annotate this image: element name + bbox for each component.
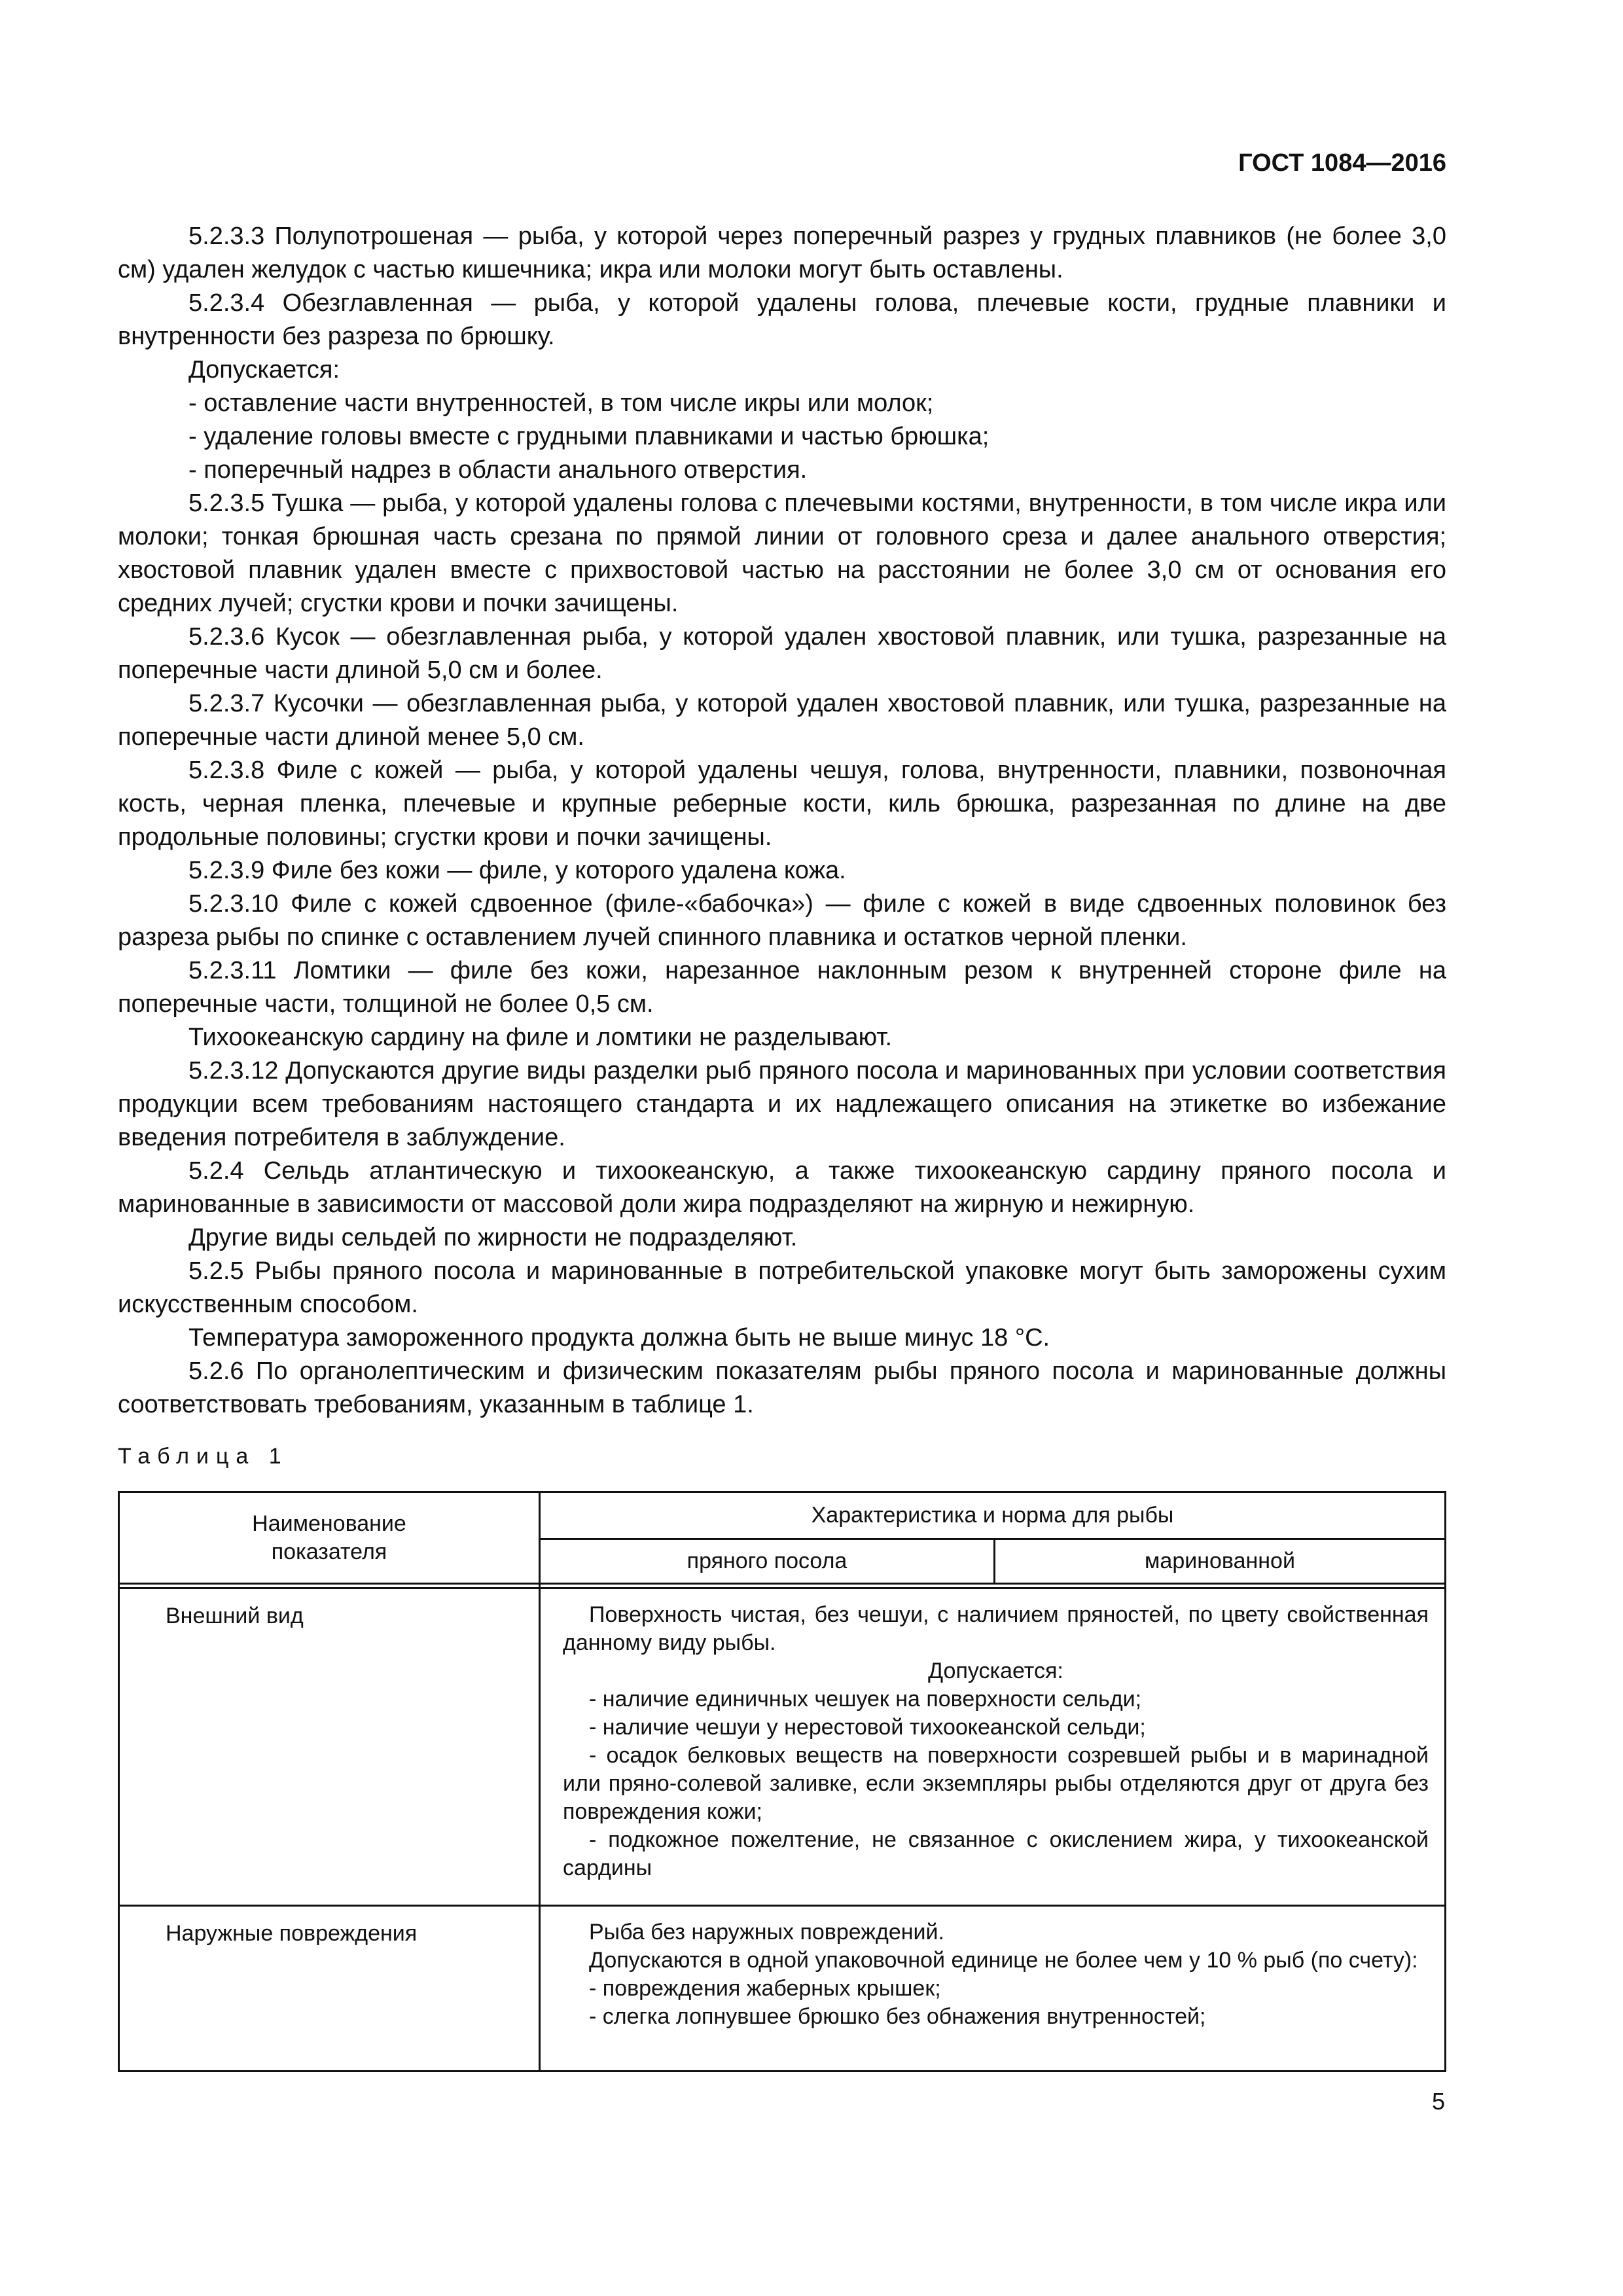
paragraph: 5.2.3.6 Кусок — обезглавленная рыба, у которой удален хвостовой плавник, или тушка, разрезанные на поперечные части длиной 5,0 см и более.	[118, 623, 1446, 684]
table-divider	[120, 1583, 1444, 1585]
table-caption: Таблица 1	[118, 1444, 289, 1469]
table-text: - наличие чешуи у нерестовой тихоокеанской сельди;	[589, 1715, 1146, 1740]
table-text: - наличие единичных чешуек на поверхности сельди;	[589, 1687, 1142, 1712]
paragraph: 5.2.3.9 Филе без кожи — филе, у которого удалена кожа.	[188, 857, 846, 884]
table-text: Допускается:	[928, 1659, 1063, 1683]
row-content-damage	[541, 1907, 1444, 2031]
table-text: - слегка лопнувшее брюшко без обнажения внутренностей;	[589, 2004, 1206, 2029]
paragraph: Температура замороженного продукта должна быть не выше минус 18 °С.	[188, 1324, 1050, 1352]
header-group: Характеристика и норма для рыбы	[811, 1503, 1174, 1528]
table-text: Поверхность чистая, без чешуи, с наличием пряностей, по цвету свойственная данному виду рыбы.	[563, 1602, 1429, 1655]
row-label-damage: Наружные повреждения	[166, 1921, 418, 1946]
header-marinated: маринованной	[1145, 1549, 1295, 1573]
paragraph: 5.2.3.7 Кусочки — обезглавленная рыба, у которой удален хвостовой плавник, или тушка, разрезанные на поперечные части длиной менее 5,0 см.	[118, 690, 1446, 751]
paragraph: 5.2.3.4 Обезглавленная — рыба, у которой удалены голова, плечевые кости, грудные плавники и внутренности без разреза по брюшку.	[118, 289, 1446, 350]
document-code: ГОСТ 1084—2016	[1238, 149, 1446, 177]
table-text: - осадок белковых веществ на поверхности созревшей рыбы и в маринадной или пряно-солевой заливке, если экземпляры рыбы отделяются друг от друга без повреждения кожи;	[563, 1743, 1429, 1824]
table-text: - подкожное пожелтение, не связанное с окислением жира, у тихоокеанской сардины	[563, 1827, 1429, 1880]
paragraph: 5.2.6 По органолептическим и физическим показателям рыбы пряного посола и маринованные должны соответствовать требованиям, указанным в таблице 1.	[118, 1357, 1446, 1418]
page-number: 5	[1431, 2088, 1445, 2115]
table-text: - повреждения жаберных крышек;	[589, 1976, 941, 2001]
paragraph: 5.2.3.5 Тушка — рыба, у которой удалены голова с плечевыми костями, внутренности, в том числе икра или молоки; тонкая брюшная часть срезана по прямой линии от головного среза и далее анального отверстия; хвостовой плавник удален вместе с прихвостовой частью на расстоянии не более 3,0 см от основания его средних лучей; сгустки крови и почки зачищены.	[118, 490, 1446, 617]
row-content-appearance	[541, 1589, 1444, 1882]
paragraph: 5.2.4 Сельдь атлантическую и тихоокеанскую, а также тихоокеанскую сардину пряного посола и маринованные в зависимости от массовой доли жира подразделяют на жирную и нежирную.	[118, 1157, 1446, 1218]
paragraph: Допускается:	[188, 356, 340, 384]
paragraph: 5.2.3.8 Филе с кожей — рыба, у которой удалены чешуя, голова, внутренности, плавники, позвоночная кость, черная пленка, плечевые и крупные реберные кости, киль брюшка, разрезанная по длине на две продольные половины; сгустки крови и почки зачищены.	[118, 757, 1446, 851]
header-indicator	[120, 1493, 539, 1583]
paragraph: 5.2.3.12 Допускаются другие виды разделки рыб пряного посола и маринованных при условии соответствия продукции всем требованиям настоящего стандарта и их надлежащего описания на этикетке во избежание введения потребителя в заблуждение.	[118, 1057, 1446, 1151]
paragraph: 5.2.3.11 Ломтики — филе без кожи, нарезанное наклонным резом к внутренней стороне филе на поперечные части, толщиной не более 0,5 см.	[118, 957, 1446, 1018]
header-indicator-label: Наименование показателя	[252, 1511, 406, 1564]
paragraph: 5.2.3.3 Полупотрошеная — рыба, у которой через поперечный разрез у грудных плавников (не более 3,0 см) удален желудок с частью кишечника; икра или молоки могут быть оставлены.	[118, 223, 1446, 283]
paragraph: 5.2.3.10 Филе с кожей сдвоенное (филе-«бабочка») — филе с кожей в виде сдвоенных половинок без разреза рыбы по спинке с оставлением лучей спинного плавника и остатков черной пленки.	[118, 890, 1446, 951]
paragraph: Другие виды сельдей по жирности не подразделяют.	[188, 1224, 798, 1251]
paragraph: - поперечный надрез в области анального отверстия.	[188, 456, 808, 484]
paragraph: 5.2.5 Рыбы пряного посола и маринованные в потребительской упаковке могут быть заморожены сухим искусственным способом.	[118, 1257, 1446, 1318]
requirements-table	[118, 1491, 1446, 2072]
header-spicy: пряного посола	[687, 1549, 847, 1573]
paragraph: - удаление головы вместе с грудными плавниками и частью брюшка;	[188, 423, 990, 450]
paragraph: Тихоокеанскую сардину на филе и ломтики не разделывают.	[188, 1024, 893, 1051]
table-text: Допускаются в одной упаковочной единице не более чем у 10 % рыб (по счету):	[589, 1948, 1418, 1973]
table-text: Рыба без наружных повреждений.	[589, 1920, 944, 1945]
row-label-appearance: Внешний вид	[166, 1604, 304, 1628]
body-text	[118, 220, 1446, 1422]
paragraph: - оставление части внутренностей, в том числе икры или молок;	[188, 389, 934, 417]
